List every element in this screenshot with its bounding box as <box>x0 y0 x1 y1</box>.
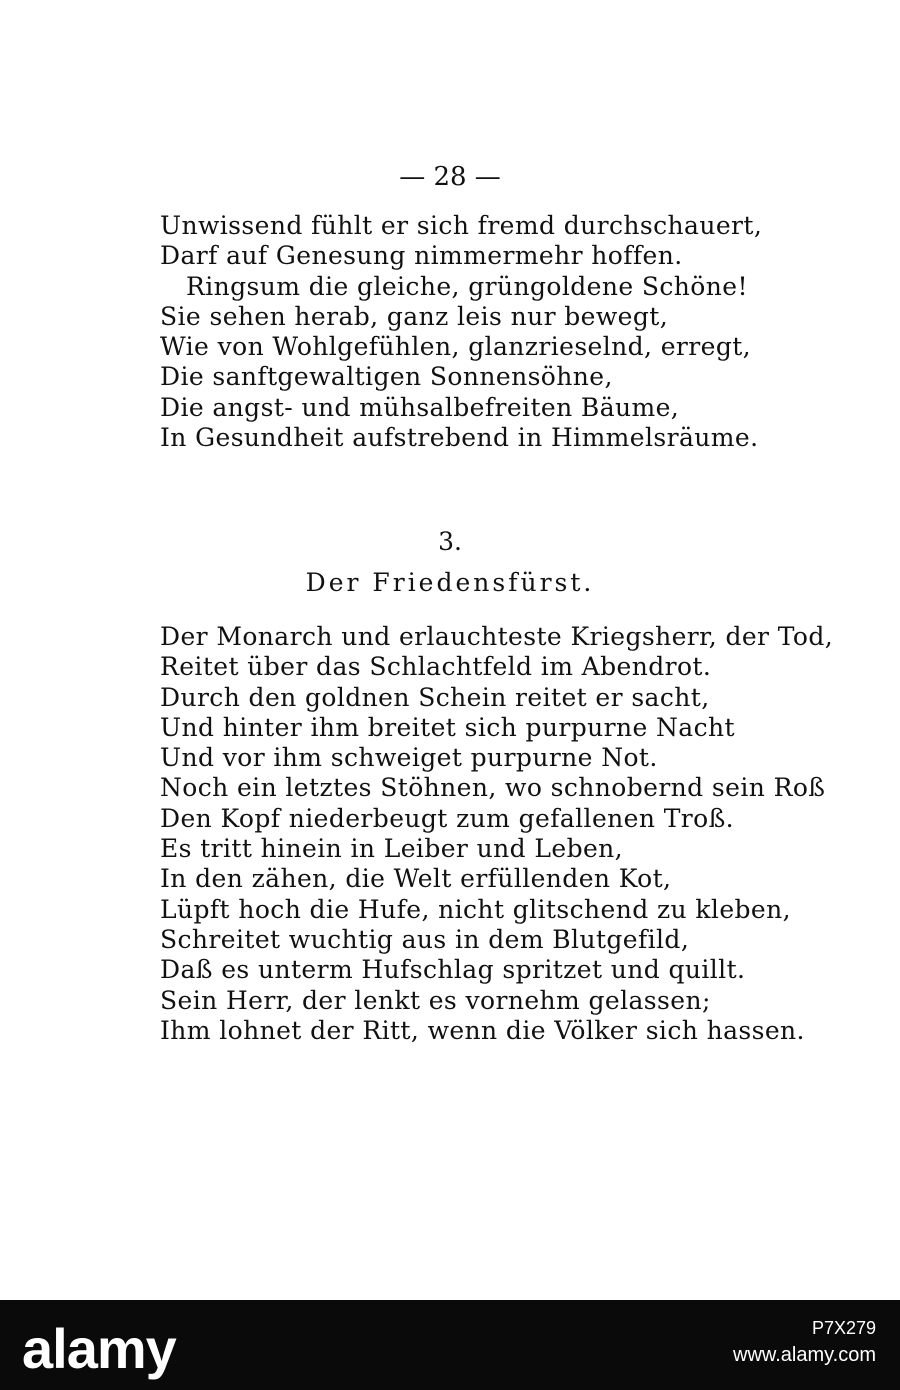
verse-line: Der Monarch und erlauchteste Kriegsherr, der Tod, <box>160 622 834 651</box>
verse-line: Durch den goldnen Schein reitet er sacht, <box>160 682 710 712</box>
verse-line: Ihm lohnet der Ritt, wenn die Völker sich hassen. <box>160 1015 805 1045</box>
verse-line: Noch ein letztes Stöhnen, wo schnobernd sein Roß <box>160 773 826 803</box>
verse-line: Wie von Wohlgefühlen, glanzrieselnd, erregt, <box>160 332 752 362</box>
footer-url[interactable]: www.alamy.com <box>733 1344 876 1366</box>
verse-line: In Gesundheit aufstrebend in Himmelsräume. <box>160 423 759 453</box>
verse-line: Den Kopf niederbeugt zum gefallenen Troß. <box>160 803 735 833</box>
verse-line: Die sanftgewaltigen Sonnensöhne, <box>160 362 613 392</box>
image-id: P7X279 <box>811 1318 876 1338</box>
verse-line: Ringsum die gleiche, grüngoldene Schöne! <box>186 271 748 301</box>
page-number: — 28 — <box>399 162 501 192</box>
verse-line: Unwissend fühlt er sich fremd durchschauert, <box>160 211 763 240</box>
section-title: Der Friedensfürst. <box>305 568 595 597</box>
verse-line: Es tritt hinein in Leiber und Leben, <box>160 834 624 864</box>
verse-line: Sein Herr, der lenkt es vornehm gelassen; <box>160 985 711 1015</box>
verse-line: Schreitet wuchtig aus in dem Blutgefild, <box>160 924 690 954</box>
verse-line: Lüpft hoch die Hufe, nicht glitschend zu kleben, <box>160 894 791 924</box>
verse-stanza-2 <box>160 622 834 1046</box>
section-number: 3. <box>438 527 462 556</box>
verse-stanza-1 <box>160 211 800 453</box>
verse-line: Darf auf Genesung nimmermehr hoffen. <box>160 241 683 271</box>
verse-line: Und hinter ihm breitet sich purpurne Nacht <box>160 712 735 742</box>
alamy-logo: alamy <box>22 1317 176 1380</box>
verse-line: Reitet über das Schlachtfeld im Abendrot. <box>160 652 712 682</box>
verse-line: Daß es unterm Hufschlag spritzet und quillt. <box>160 955 746 985</box>
verse-line: Die angst- und mühsalbefreiten Bäume, <box>160 392 680 422</box>
verse-line: In den zähen, die Welt erfüllenden Kot, <box>160 864 672 894</box>
verse-line: Und vor ihm schweiget purpurne Not. <box>160 743 658 773</box>
footer-info <box>733 1316 876 1370</box>
verse-line: Sie sehen herab, ganz leis nur bewegt, <box>160 301 669 331</box>
